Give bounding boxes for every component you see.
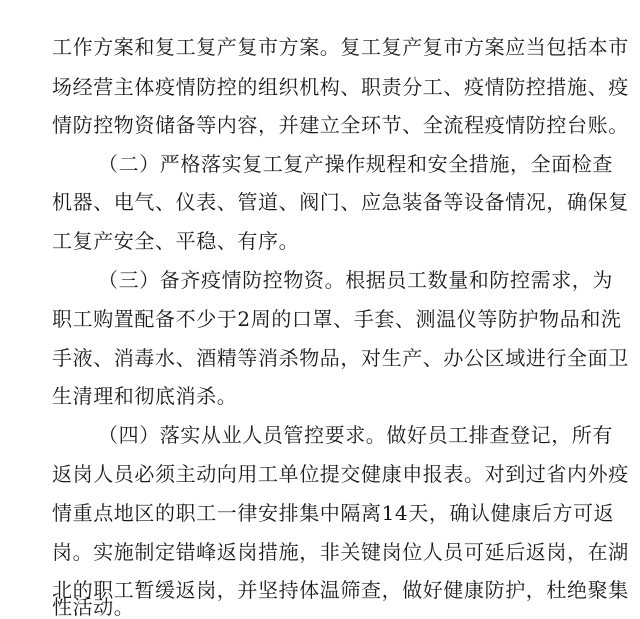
text-line: 情重点地区的职工一律安排集中隔离14天，确认健康后方可返 <box>52 501 615 525</box>
text-line: 岗。实施制定错峰返岗措施，非关键岗位人员可延后返岗，在湖 <box>52 540 629 564</box>
text-line: 职工购置配备不少于2周的口罩、手套、测温仪等防护物品和洗 <box>52 307 622 331</box>
text-line: 返岗人员必须主动向用工单位提交健康申报表。对到过省内外疫 <box>52 462 629 486</box>
text-line: 北的职工暂缓返岗，并坚持体温筛查，做好健康防护，杜绝聚集 <box>52 578 629 602</box>
text-line: 情防控物资储备等内容，并建立全环节、全流程疫情防控台账。 <box>52 113 629 137</box>
text-line: 性活动。 <box>52 595 135 619</box>
text-line: 工作方案和复工复产复市方案。复工复产复市方案应当包括本市 <box>52 35 629 59</box>
paragraph-heading-2: （二）严格落实复工复产操作规程和安全措施，全面检查 <box>98 152 613 176</box>
text-line: 机器、电气、仪表、管道、阀门、应急装备等设备情况，确保复 <box>52 190 629 214</box>
paragraph-heading-3: （三）备齐疫情防控物资。根据员工数量和防控需求，为 <box>98 268 613 292</box>
text-line: 场经营主体疫情防控的组织机构、职责分工、疫情防控措施、疫 <box>52 75 629 99</box>
text-line: 工复产安全、平稳、有序。 <box>52 229 300 253</box>
paragraph-heading-4: （四）落实从业人员管控要求。做好员工排查登记，所有 <box>98 423 613 447</box>
text-line: 生清理和彻底消杀。 <box>52 384 238 408</box>
text-line: 手液、消毒水、酒精等消杀物品，对生产、办公区域进行全面卫 <box>52 346 629 370</box>
